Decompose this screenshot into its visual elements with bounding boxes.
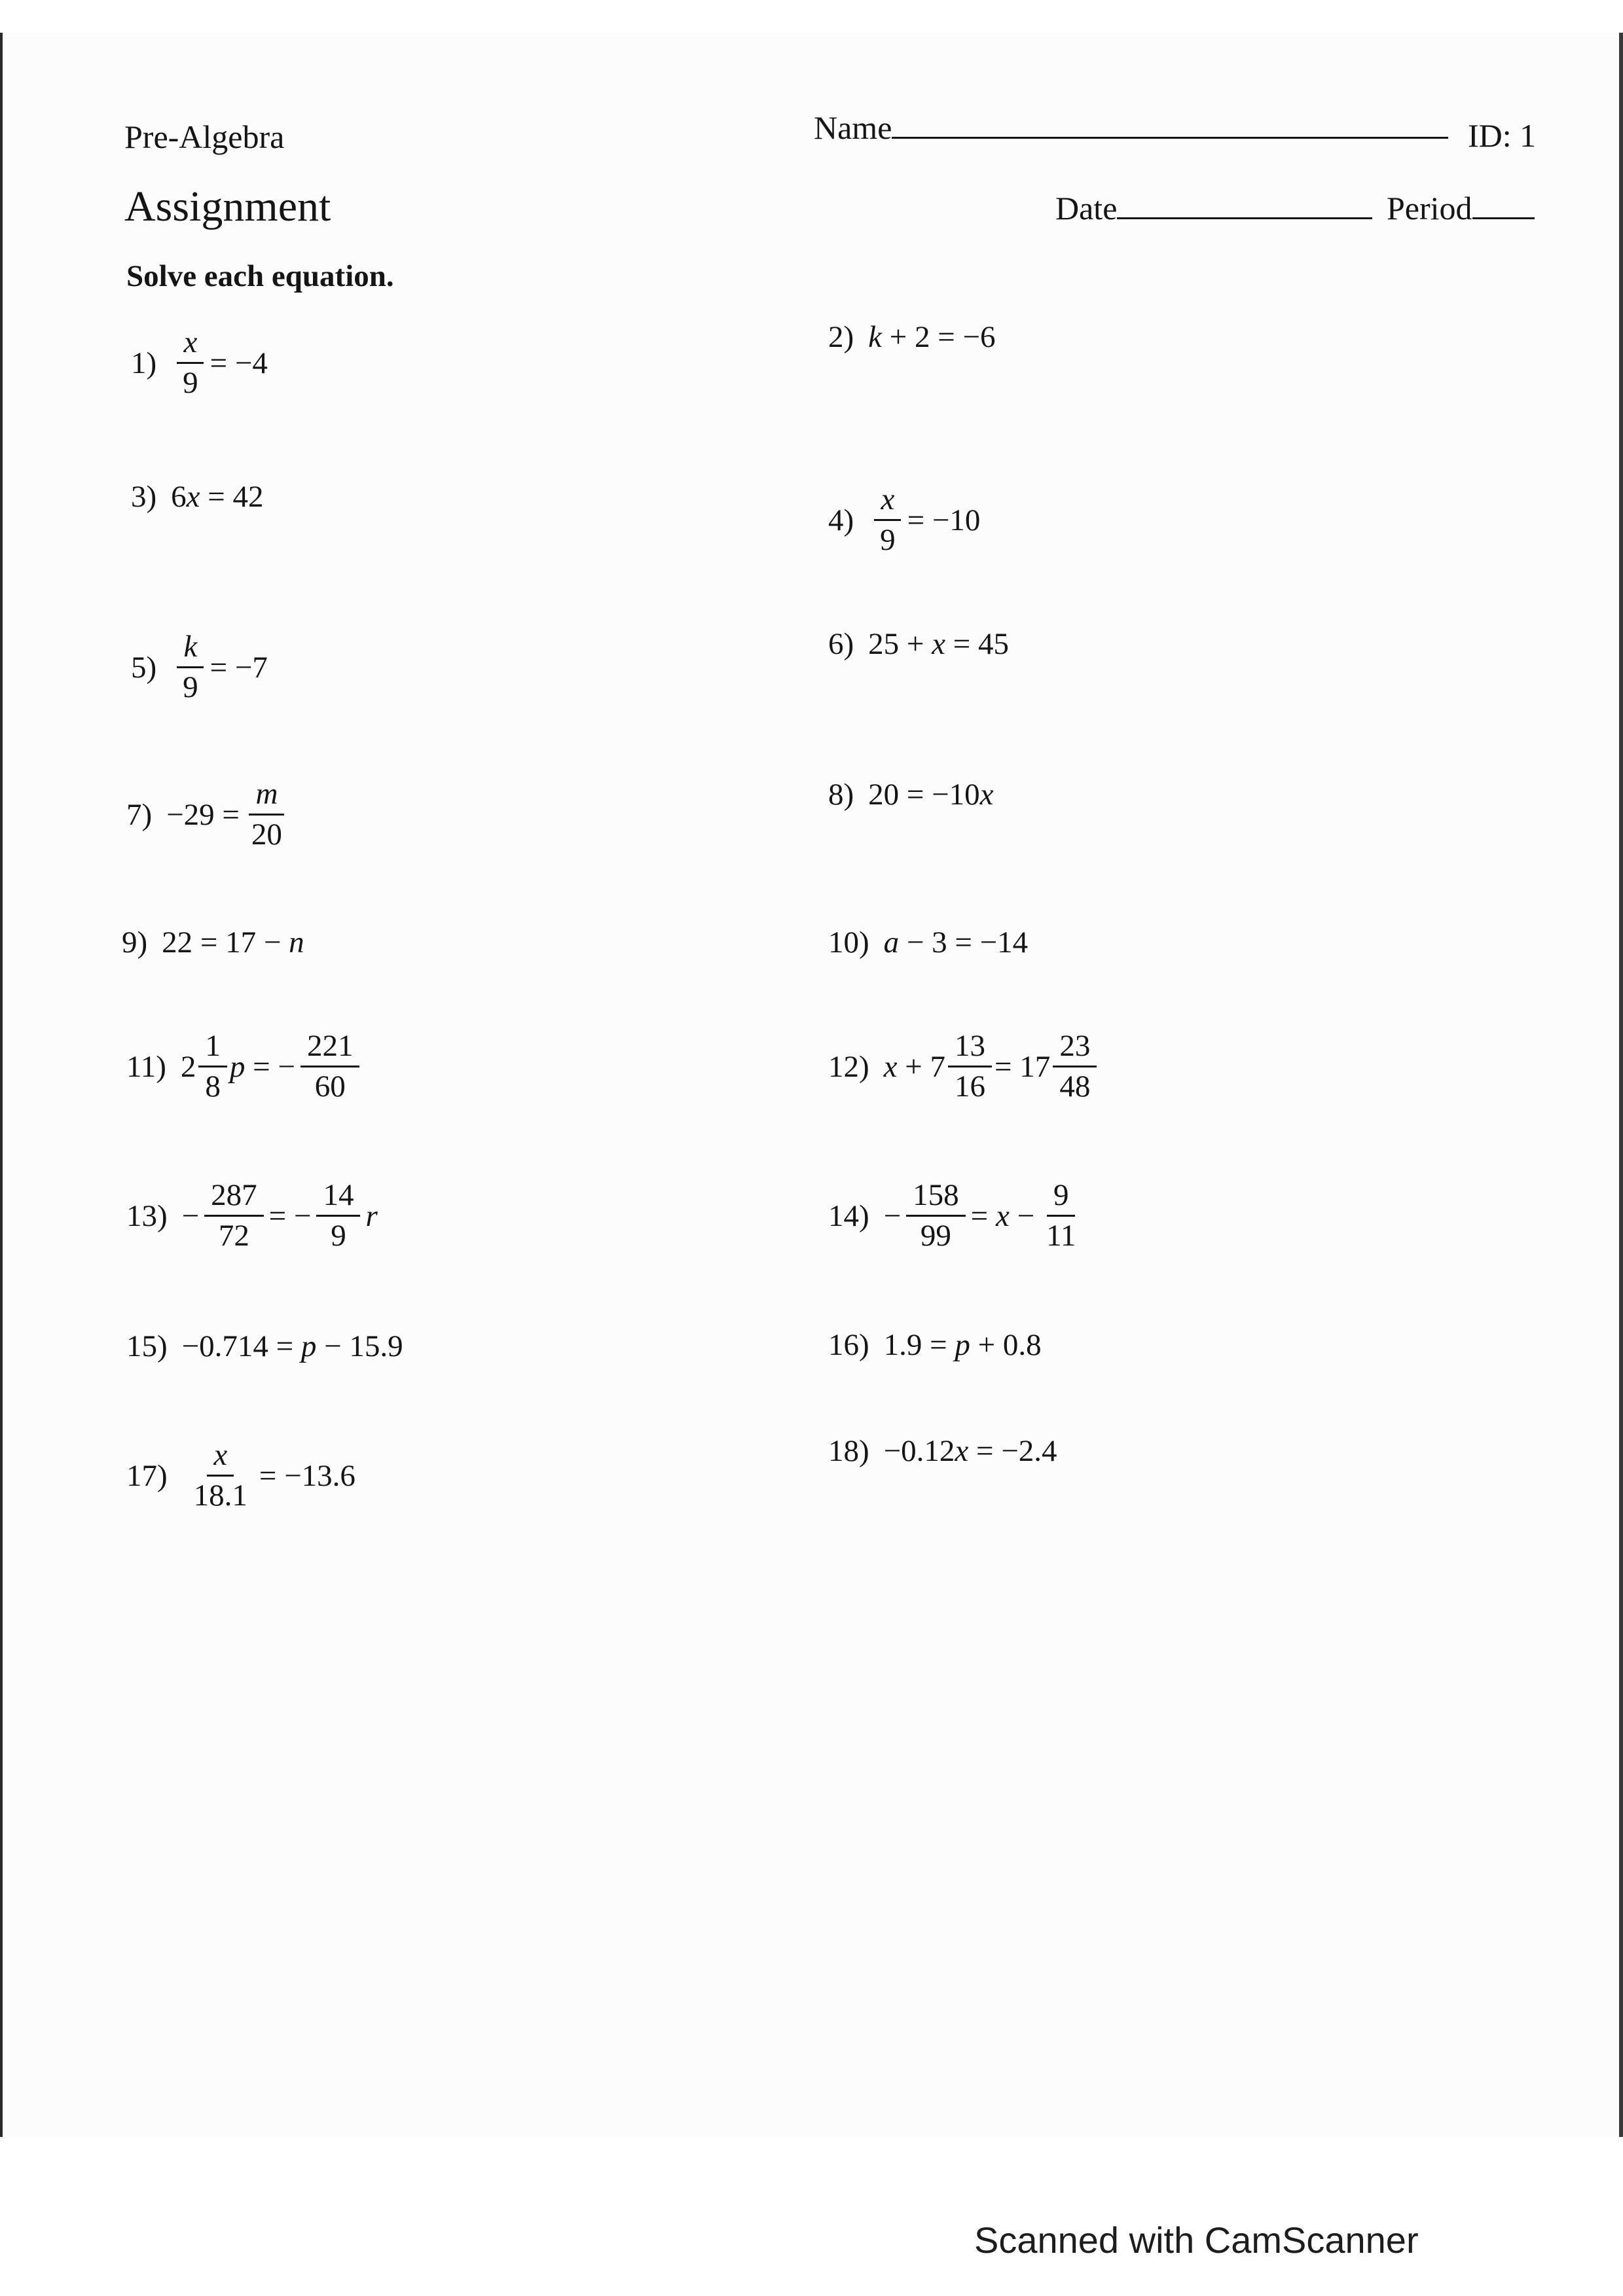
problem-17 [126, 1440, 356, 1511]
equation-rest: − 15.9 [324, 1329, 403, 1363]
problem-3 [131, 479, 264, 514]
fraction: $\frac{158}{99}$ [906, 1180, 966, 1251]
fraction: $\frac{287}{72}$ [204, 1180, 264, 1251]
problem-number: 16) [828, 1328, 869, 1362]
variable: n [289, 925, 304, 960]
variable: p [229, 1049, 246, 1084]
variable: x [932, 627, 946, 661]
problem-number: 8) [828, 778, 854, 812]
problem-5 [131, 632, 268, 703]
mixed-fraction: $\frac{1}{8}$ [198, 1031, 227, 1102]
equals-sign: = − [268, 1198, 312, 1233]
equation-rhs: = −7 [210, 650, 268, 685]
problem-number: 9) [122, 925, 148, 960]
plus-term: + 7 [905, 1049, 946, 1084]
date-label: Date [1055, 190, 1118, 226]
problem-number: 18) [828, 1434, 869, 1468]
course-label: Pre-Algebra [124, 118, 285, 155]
problem-number: 17) [126, 1458, 168, 1493]
equation-lhs: −29 = [166, 797, 240, 832]
problem-11 [126, 1031, 365, 1102]
problem-number: 13) [126, 1198, 168, 1233]
equals-sign: = [970, 1198, 989, 1233]
problem-13 [126, 1180, 378, 1251]
fraction: $\frac{221}{60}$ [301, 1031, 360, 1102]
equation-lhs: −0.714 = [181, 1329, 294, 1363]
variable: x [979, 778, 994, 812]
page-title: Assignment [124, 183, 331, 230]
problem-number: 5) [131, 650, 157, 685]
fraction: $\frac{x}{9}$ [873, 484, 902, 556]
period-label: Period [1387, 190, 1472, 226]
variable: x [955, 1434, 969, 1468]
problem-8 [828, 777, 994, 812]
fraction: $\frac{x}{18.1}$ [193, 1438, 247, 1513]
minus-sign: − [1017, 1198, 1035, 1233]
variable: p [301, 1329, 317, 1363]
problem-number: 1) [131, 346, 157, 380]
variable: k [868, 320, 883, 354]
fraction: $\frac{m}{20}$ [245, 779, 289, 850]
equation-rest: − 3 = −14 [906, 925, 1029, 960]
problem-number: 4) [828, 503, 854, 537]
equation-rest: = −2.4 [976, 1434, 1057, 1468]
problem-15 [126, 1329, 403, 1364]
equation-rest: = 42 [208, 480, 264, 514]
mixed-fraction: $\frac{23}{48}$ [1053, 1031, 1097, 1102]
equals-sign: = − [253, 1049, 295, 1084]
problem-number: 3) [131, 480, 157, 514]
equation-rhs: = −13.6 [259, 1458, 356, 1493]
problem-number: 14) [828, 1198, 869, 1233]
equation-rhs: = −4 [210, 346, 268, 380]
negative-sign: − [883, 1198, 902, 1233]
variable: p [955, 1328, 970, 1362]
fraction: $\frac{k}{9}$ [176, 632, 205, 703]
equation-rhs: = −10 [907, 503, 981, 537]
name-label: Name [814, 109, 892, 146]
problem-number: 6) [828, 627, 854, 661]
instructions: Solve each equation. [126, 259, 394, 293]
variable: x [186, 480, 200, 514]
variable: x [995, 1198, 1010, 1233]
period-blank[interactable] [1472, 188, 1535, 219]
equation-rest: = 45 [953, 627, 1010, 661]
equation-lhs: 22 = 17 − [162, 925, 282, 960]
problem-number: 10) [828, 925, 869, 960]
problem-number: 12) [828, 1049, 869, 1084]
scanner-watermark: Scanned with CamScanner [974, 2219, 1419, 2261]
variable: r [365, 1198, 378, 1233]
problem-number: 7) [126, 797, 153, 832]
coefficient: 6 [171, 480, 187, 514]
whole-number: 2 [180, 1049, 196, 1084]
problem-12 [828, 1031, 1099, 1102]
problem-6 [828, 626, 1009, 662]
problem-18 [828, 1433, 1057, 1469]
period-field[interactable] [1387, 188, 1535, 227]
variable: x [883, 1049, 898, 1084]
variable: a [883, 925, 900, 960]
fraction: $\frac{x}{9}$ [176, 327, 205, 399]
problem-number: 15) [126, 1329, 168, 1363]
id-label: ID: 1 [1468, 117, 1537, 154]
problem-1 [131, 327, 268, 399]
name-field[interactable] [814, 108, 1448, 147]
page-edge [1619, 33, 1623, 2137]
negative-sign: − [181, 1198, 200, 1233]
problem-10 [828, 925, 1028, 960]
problem-14 [828, 1180, 1087, 1251]
equation-lhs: 1.9 = [883, 1328, 947, 1362]
date-blank[interactable] [1117, 188, 1372, 219]
fraction: $\frac{9}{11}$ [1046, 1178, 1076, 1253]
equation-lhs: −0.12 [883, 1434, 955, 1468]
equals-term: = 17 [994, 1049, 1051, 1084]
problem-16 [828, 1327, 1042, 1363]
date-field[interactable] [1055, 188, 1372, 227]
problem-number: 11) [126, 1049, 166, 1084]
problem-number: 2) [828, 320, 854, 354]
problem-2 [828, 319, 996, 355]
equation-lhs: 20 = −10 [868, 778, 980, 812]
equation-rest: + 0.8 [977, 1328, 1042, 1362]
problem-7 [126, 779, 294, 850]
fraction: $\frac{14}{9}$ [316, 1180, 360, 1251]
name-blank[interactable] [892, 108, 1448, 139]
problem-4 [828, 484, 980, 556]
mixed-fraction: $\frac{13}{16}$ [948, 1031, 992, 1102]
equation-rest: + 2 = −6 [889, 320, 996, 354]
equation-lhs: 25 + [868, 627, 924, 661]
problem-9 [122, 925, 304, 960]
